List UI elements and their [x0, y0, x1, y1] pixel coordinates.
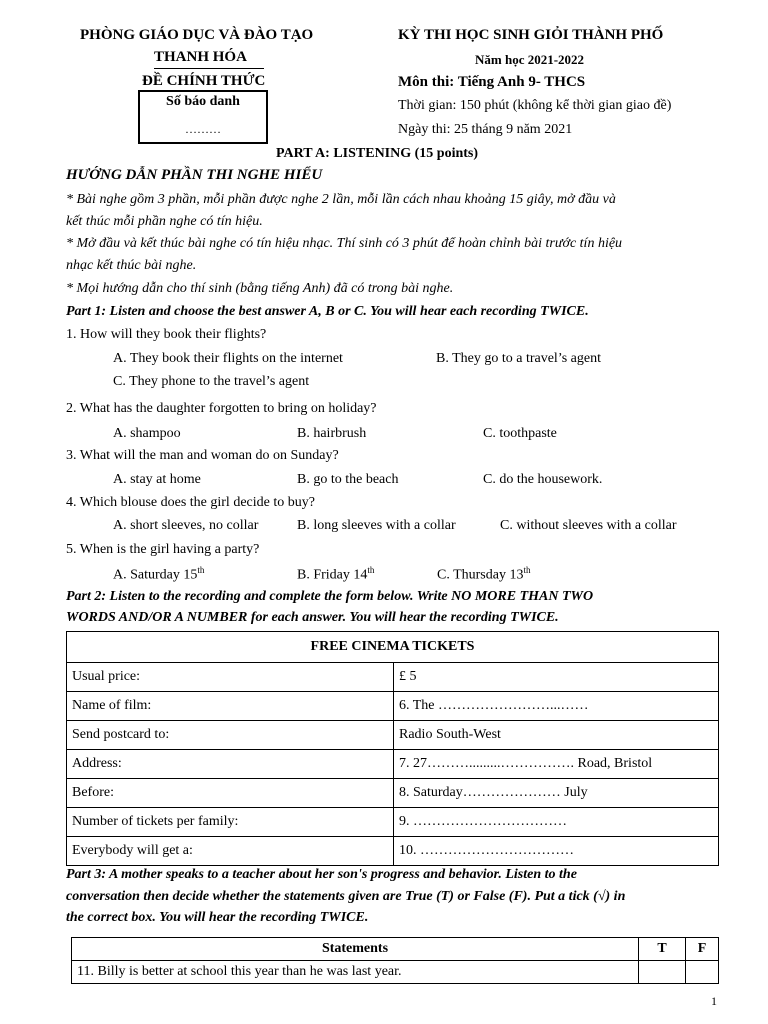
form-label: Before: — [67, 779, 394, 808]
q2-option-c: C. toothpaste — [483, 426, 557, 441]
exam-title: KỲ THI HỌC SINH GIỎI THÀNH PHỐ — [398, 27, 664, 43]
exam-date: Ngày thi: 25 tháng 9 năm 2021 — [398, 122, 573, 137]
guide-line-3: * Mở đầu và kết thúc bài nghe có tín hiệu nhạc. Thí sinh có 3 phút để hoàn chỉnh bài trước tín hiệu — [66, 236, 623, 251]
q5-option-c: C. Thursday 13th — [437, 565, 531, 583]
q3-option-c: C. do the housework. — [483, 472, 603, 487]
guide-line-4: nhạc kết thúc bài nghe. — [66, 258, 197, 273]
part-a-title: PART A: LISTENING (15 points) — [276, 146, 479, 161]
form-row — [67, 779, 719, 808]
candidate-number-box — [138, 90, 268, 144]
question-5: 5. When is the girl having a party? — [66, 542, 260, 557]
guide-line-1: * Bài nghe gồm 3 phần, mỗi phần được nghe 2 lần, mỗi lần cách nhau khoảng 15 giây, mở đầu và — [66, 192, 616, 207]
statements-header: Statements — [72, 938, 639, 961]
form-value: 9. …………………………… — [394, 808, 719, 837]
form-value: Radio South-West — [394, 721, 719, 750]
page-number: 1 — [711, 994, 717, 1008]
guide-heading: HƯỚNG DẪN PHẦN THI NGHE HIỂU — [66, 167, 323, 183]
header-underline — [154, 68, 264, 69]
part2-instruction-1: Part 2: Listen to the recording and complete the form below. Write NO MORE THAN TWO — [66, 589, 594, 604]
question-1: 1. How will they book their flights? — [66, 327, 267, 342]
form-label: Name of film: — [67, 692, 394, 721]
cinema-form-table — [66, 631, 719, 866]
form-value: 8. Saturday………………… July — [394, 779, 719, 808]
statements-table — [71, 937, 719, 984]
q4-option-a: A. short sleeves, no collar — [113, 518, 259, 533]
part2-instruction-2: WORDS AND/OR A NUMBER for each answer. You will hear the recording TWICE. — [66, 610, 559, 625]
school-year: Năm học 2021-2022 — [475, 52, 585, 67]
q2-option-a: A. shampoo — [113, 426, 181, 441]
form-label: Everybody will get a: — [67, 837, 394, 866]
q1-option-b: B. They go to a travel’s agent — [436, 351, 601, 366]
form-label: Number of tickets per family: — [67, 808, 394, 837]
form-title: FREE CINEMA TICKETS — [67, 632, 719, 663]
false-header: F — [686, 938, 719, 961]
form-label: Address: — [67, 750, 394, 779]
subject: Môn thi: Tiếng Anh 9- THCS — [398, 74, 586, 90]
true-header: T — [639, 938, 686, 961]
q1-option-c: C. They phone to the travel’s agent — [113, 374, 310, 389]
guide-line-5: * Mọi hướng dẫn cho thí sinh (bằng tiếng Anh) đã có trong bài nghe. — [66, 281, 454, 296]
form-value: 6. The ……………………...…… — [394, 692, 719, 721]
header-dept: PHÒNG GIÁO DỤC VÀ ĐÀO TẠO — [80, 27, 314, 43]
candidate-number-dots: ……… — [185, 122, 221, 136]
q5-option-a: A. Saturday 15th — [113, 565, 205, 583]
part3-instruction-3: the correct box. You will hear the recording TWICE. — [66, 910, 369, 925]
form-label: Send postcard to: — [67, 721, 394, 750]
true-box[interactable] — [639, 961, 686, 984]
statement-text: 11. Billy is better at school this year than he was last year. — [72, 961, 639, 984]
candidate-number-label: Số báo danh — [166, 94, 240, 109]
form-row — [67, 750, 719, 779]
part3-instruction-2: conversation then decide whether the statements given are True (T) or False (F). Put a tick (√) in — [66, 889, 626, 904]
form-row — [67, 692, 719, 721]
form-label: Usual price: — [67, 663, 394, 692]
exam-duration: Thời gian: 150 phút (không kể thời gian giao đề) — [398, 98, 672, 113]
question-4: 4. Which blouse does the girl decide to buy? — [66, 495, 315, 510]
q4-option-c: C. without sleeves with a collar — [500, 518, 677, 533]
header-official: ĐỀ CHÍNH THỨC — [142, 73, 266, 89]
q3-option-a: A. stay at home — [113, 472, 201, 487]
form-row — [67, 663, 719, 692]
q4-option-b: B. long sleeves with a collar — [297, 518, 456, 533]
form-value: 7. 27……….........……………. Road, Bristol — [394, 750, 719, 779]
form-value: 10. …………………………… — [394, 837, 719, 866]
part1-instruction: Part 1: Listen and choose the best answer A, B or C. You will hear each recording TWICE. — [66, 304, 589, 319]
guide-line-2: kết thúc mỗi phần nghe có tín hiệu. — [66, 214, 263, 229]
statement-row — [72, 961, 719, 984]
form-value: £ 5 — [394, 663, 719, 692]
q5-option-b: B. Friday 14th — [297, 565, 375, 583]
question-2: 2. What has the daughter forgotten to bring on holiday? — [66, 401, 377, 416]
q3-option-b: B. go to the beach — [297, 472, 399, 487]
q1-option-a: A. They book their flights on the internet — [113, 351, 343, 366]
header-city: THANH HÓA — [154, 49, 247, 65]
form-row — [67, 808, 719, 837]
q2-option-b: B. hairbrush — [297, 426, 367, 441]
false-box[interactable] — [686, 961, 719, 984]
form-row — [67, 837, 719, 866]
part3-instruction-1: Part 3: A mother speaks to a teacher about her son's progress and behavior. Listen to the — [66, 867, 577, 882]
question-3: 3. What will the man and woman do on Sunday? — [66, 448, 339, 463]
form-row — [67, 721, 719, 750]
